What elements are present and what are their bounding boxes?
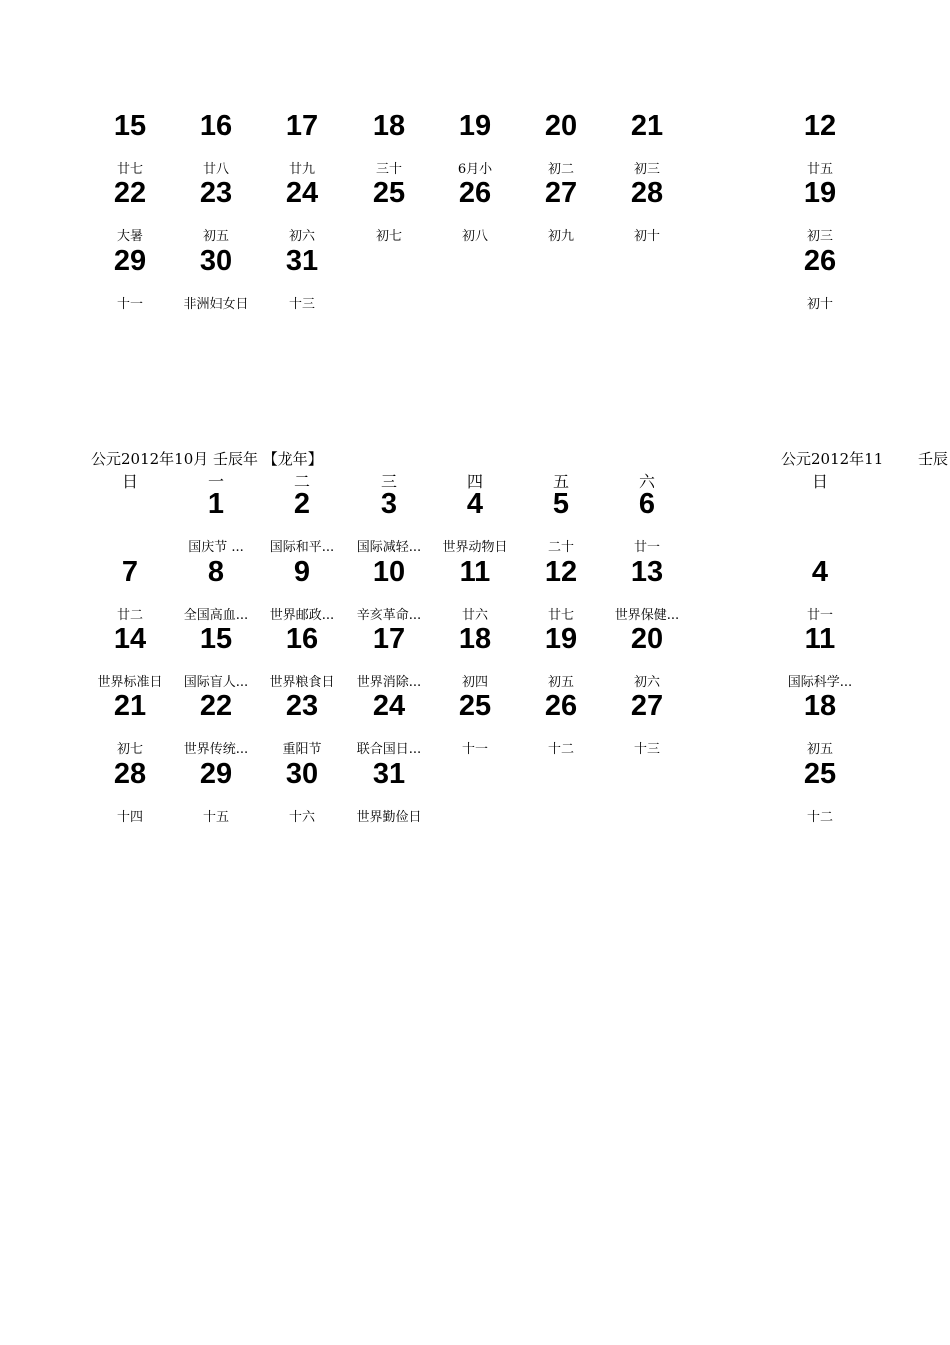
lunar-or-holiday-label: 6月小 — [457, 162, 493, 177]
day-number: 26 — [458, 177, 492, 209]
day-number: 7 — [121, 556, 139, 588]
october-day-cell — [432, 691, 518, 757]
lunar-or-holiday-label: 初三 — [633, 162, 660, 177]
october-day-cell — [346, 557, 432, 623]
day-number: 25 — [458, 690, 492, 722]
lunar-or-holiday-label: 国际盲人... — [183, 675, 249, 690]
right-day-cell — [777, 111, 863, 177]
october-day-cell — [87, 691, 173, 757]
day-number: 8 — [207, 556, 225, 588]
october-day-cell — [518, 691, 604, 757]
october-day-cell — [432, 489, 518, 555]
day-number: 15 — [199, 623, 233, 655]
day-number: 16 — [285, 623, 319, 655]
lunar-or-holiday-label: 初五 — [202, 229, 229, 244]
day-number: 6 — [638, 488, 656, 520]
day-number: 17 — [285, 110, 319, 142]
lunar-or-holiday-label: 十五 — [202, 810, 229, 825]
october-day-cell — [346, 624, 432, 690]
day-number: 20 — [544, 110, 578, 142]
day-number: 11 — [459, 556, 491, 588]
lunar-or-holiday-label: 国际和平... — [269, 540, 335, 555]
october-day-cell — [173, 624, 259, 690]
weekday-thu: 四 — [466, 472, 483, 491]
day-number: 19 — [544, 623, 578, 655]
lunar-or-holiday-label: 初七 — [116, 742, 143, 757]
day-number: 20 — [630, 623, 664, 655]
day-number: 23 — [285, 690, 319, 722]
day-number: 27 — [544, 177, 578, 209]
july-day-cell — [346, 178, 432, 244]
october-day-cell — [259, 624, 345, 690]
july-day-cell — [518, 178, 604, 244]
lunar-or-holiday-label: 国庆节 ... — [188, 540, 244, 555]
lunar-or-holiday-label: 初五 — [806, 742, 833, 757]
day-number: 31 — [372, 758, 406, 790]
day-number: 4 — [466, 488, 484, 520]
lunar-or-holiday-label: 联合国日... — [356, 742, 422, 757]
day-number: 18 — [372, 110, 406, 142]
day-number: 17 — [372, 623, 406, 655]
july-day-cell — [173, 178, 259, 244]
july-day-cell — [259, 246, 345, 312]
july-day-cell — [87, 246, 173, 312]
lunar-or-holiday-label: 辛亥革命... — [356, 608, 422, 623]
day-number: 29 — [199, 758, 233, 790]
october-day-cell — [87, 759, 173, 825]
day-number: 16 — [199, 110, 233, 142]
november-weekday-sun: 日 — [811, 472, 828, 491]
october-day-cell — [87, 624, 173, 690]
day-number: 19 — [458, 110, 492, 142]
lunar-or-holiday-label: 初二 — [547, 162, 574, 177]
october-day-cell — [604, 691, 690, 757]
lunar-or-holiday-label: 廿一 — [633, 540, 660, 555]
day-number: 9 — [293, 556, 311, 588]
lunar-or-holiday-label: 初十 — [633, 229, 660, 244]
october-day-cell — [432, 624, 518, 690]
lunar-or-holiday-label: 世界消除... — [356, 675, 422, 690]
day-number: 31 — [285, 245, 319, 277]
right-day-cell — [777, 178, 863, 244]
lunar-or-holiday-label: 初三 — [806, 229, 833, 244]
lunar-or-holiday-label: 初十 — [806, 297, 833, 312]
lunar-or-holiday-label: 廿二 — [116, 608, 143, 623]
day-number: 15 — [113, 110, 147, 142]
july-day-cell — [173, 111, 259, 177]
november-day-cell — [777, 759, 863, 825]
weekday-mon: 一 — [207, 472, 224, 491]
july-day-cell — [604, 178, 690, 244]
october-day-cell — [259, 557, 345, 623]
day-number: 29 — [113, 245, 147, 277]
lunar-or-holiday-label: 世界邮政... — [269, 608, 335, 623]
lunar-or-holiday-label: 初八 — [461, 229, 488, 244]
weekday-sat: 六 — [638, 472, 655, 491]
october-day-cell — [259, 759, 345, 825]
day-number: 30 — [285, 758, 319, 790]
july-day-cell — [518, 111, 604, 177]
lunar-or-holiday-label: 大暑 — [116, 229, 143, 244]
lunar-or-holiday-label: 十三 — [633, 742, 660, 757]
lunar-or-holiday-label: 十三 — [288, 297, 315, 312]
july-day-cell — [432, 178, 518, 244]
lunar-or-holiday-label: 全国高血... — [183, 608, 249, 623]
july-day-cell — [173, 246, 259, 312]
day-number: 28 — [630, 177, 664, 209]
lunar-or-holiday-label: 世界粮食日 — [269, 675, 335, 690]
day-number: 18 — [803, 690, 837, 722]
october-day-cell — [604, 557, 690, 623]
november-day-cell — [777, 557, 863, 623]
july-day-cell — [432, 111, 518, 177]
october-day-cell — [518, 624, 604, 690]
day-number: 22 — [199, 690, 233, 722]
lunar-or-holiday-label: 廿五 — [806, 162, 833, 177]
day-number: 27 — [630, 690, 664, 722]
day-number: 26 — [544, 690, 578, 722]
lunar-or-holiday-label: 国际减轻... — [356, 540, 422, 555]
october-day-cell — [259, 691, 345, 757]
lunar-or-holiday-label: 重阳节 — [282, 742, 322, 757]
july-day-cell — [604, 111, 690, 177]
october-day-cell — [173, 759, 259, 825]
lunar-or-holiday-label: 初六 — [633, 675, 660, 690]
lunar-or-holiday-label: 世界勤俭日 — [356, 810, 422, 825]
day-number: 10 — [372, 556, 406, 588]
day-number: 26 — [803, 245, 837, 277]
lunar-or-holiday-label: 初七 — [375, 229, 402, 244]
november-day-cell — [777, 691, 863, 757]
lunar-or-holiday-label: 十一 — [116, 297, 143, 312]
lunar-or-holiday-label: 十二 — [547, 742, 574, 757]
lunar-or-holiday-label: 廿六 — [461, 608, 488, 623]
november-year-header: 壬辰 — [918, 450, 949, 468]
weekday-wed: 三 — [380, 472, 397, 491]
october-day-cell — [604, 489, 690, 555]
day-number: 21 — [630, 110, 664, 142]
lunar-or-holiday-label: 初四 — [461, 675, 488, 690]
day-number: 13 — [630, 556, 664, 588]
november-month-header: 公元2012年11 — [781, 450, 884, 468]
day-number: 11 — [804, 623, 836, 655]
lunar-or-holiday-label: 世界保健... — [614, 608, 680, 623]
weekday-sun: 日 — [121, 472, 138, 491]
lunar-or-holiday-label: 廿一 — [806, 608, 833, 623]
day-number: 25 — [803, 758, 837, 790]
october-day-cell — [173, 557, 259, 623]
day-number: 24 — [285, 177, 319, 209]
october-day-cell — [346, 759, 432, 825]
october-day-cell — [259, 489, 345, 555]
day-number: 14 — [113, 623, 147, 655]
lunar-or-holiday-label: 廿九 — [288, 162, 315, 177]
lunar-or-holiday-label: 十四 — [116, 810, 143, 825]
lunar-or-holiday-label: 廿七 — [116, 162, 143, 177]
lunar-or-holiday-label: 非洲妇女日 — [183, 297, 249, 312]
october-day-cell — [604, 624, 690, 690]
day-number: 5 — [552, 488, 570, 520]
day-number: 12 — [544, 556, 578, 588]
lunar-or-holiday-label: 世界标准日 — [97, 675, 163, 690]
lunar-or-holiday-label: 初九 — [547, 229, 574, 244]
lunar-or-holiday-label: 三十 — [375, 162, 402, 177]
lunar-or-holiday-label: 初六 — [288, 229, 315, 244]
october-day-cell — [518, 557, 604, 623]
right-day-cell — [777, 246, 863, 312]
day-number: 3 — [380, 488, 398, 520]
october-day-cell — [173, 489, 259, 555]
october-month-header: 公元2012年10月 壬辰年 【龙年】 — [91, 450, 323, 468]
lunar-or-holiday-label: 十二 — [806, 810, 833, 825]
day-number: 30 — [199, 245, 233, 277]
day-number: 12 — [803, 110, 837, 142]
lunar-or-holiday-label: 十六 — [288, 810, 315, 825]
day-number: 23 — [199, 177, 233, 209]
october-day-cell — [173, 691, 259, 757]
october-day-cell — [346, 691, 432, 757]
july-day-cell — [346, 111, 432, 177]
lunar-or-holiday-label: 世界动物日 — [442, 540, 508, 555]
july-day-cell — [259, 111, 345, 177]
lunar-or-holiday-label: 初五 — [547, 675, 574, 690]
october-day-cell — [87, 557, 173, 623]
weekday-tue: 二 — [293, 472, 310, 491]
july-day-cell — [87, 111, 173, 177]
lunar-or-holiday-label: 国际科学... — [787, 675, 853, 690]
day-number: 18 — [458, 623, 492, 655]
lunar-or-holiday-label: 二十 — [547, 540, 574, 555]
day-number: 1 — [207, 488, 225, 520]
day-number: 2 — [293, 488, 311, 520]
day-number: 25 — [372, 177, 406, 209]
lunar-or-holiday-label: 世界传统... — [183, 742, 249, 757]
lunar-or-holiday-label: 十一 — [461, 742, 488, 757]
october-day-cell — [346, 489, 432, 555]
day-number: 22 — [113, 177, 147, 209]
october-day-cell — [518, 489, 604, 555]
weekday-fri: 五 — [552, 472, 569, 491]
day-number: 4 — [811, 556, 829, 588]
day-number: 24 — [372, 690, 406, 722]
day-number: 28 — [113, 758, 147, 790]
day-number: 21 — [113, 690, 147, 722]
july-day-cell — [87, 178, 173, 244]
lunar-or-holiday-label: 廿七 — [547, 608, 574, 623]
day-number: 19 — [803, 177, 837, 209]
november-day-cell — [777, 624, 863, 690]
july-day-cell — [259, 178, 345, 244]
lunar-or-holiday-label: 廿八 — [202, 162, 229, 177]
october-day-cell — [432, 557, 518, 623]
